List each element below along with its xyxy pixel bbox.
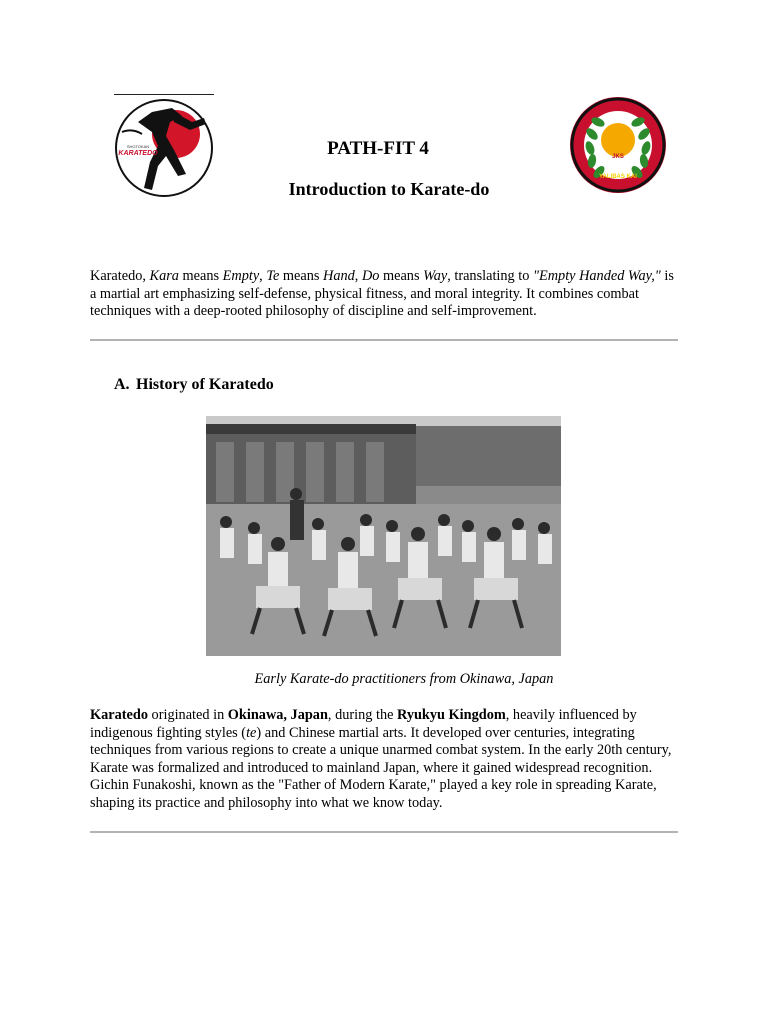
horizontal-rule [90, 831, 678, 833]
intro-paragraph: Karatedo, Kara means Empty, Te means Hand, Do means Way, translating to "Empty Handed Way," is a martial art emphasizing self-defense, physical fitness, and moral integrity. It combines combat techniques with a deep-rooted philosophy of discipline and self-improvement. [90, 268, 674, 320]
history-paragraph: Karatedo originated in Okinawa, Japan, during the Ryukyu Kingdom, heavily influenced by indigenous fighting styles (te) and Chinese martial arts. It developed over centuries, integrating techniques from various regions to create a unique unarmed combat system. In the early 20th century, Karate was formalized and introduced to mainland Japan, where it gained widespread recognition. Gichin Funakoshi, known as the "Father of Modern Karate," played a key role in spreading Karate, shaping its practice and philosophy into what we know today. [90, 707, 672, 811]
page-title: PATH-FIT 4 [327, 138, 429, 159]
right-logo-ring-text: YALIBAS KAI [599, 174, 637, 180]
horizontal-rule [90, 339, 678, 341]
section-heading [114, 376, 274, 394]
logo-top-line [114, 94, 214, 95]
section-number: A. [114, 376, 130, 393]
page-subtitle: Introduction to Karate-do [288, 179, 490, 199]
jks-logo-right [568, 96, 668, 194]
right-logo-center-text: JKS [612, 154, 624, 160]
photo-caption: Early Karate-do practitioners from Okinawa, Japan [254, 671, 554, 687]
left-logo-text: KARATEDO [118, 150, 158, 157]
section-title: History of Karatedo [136, 376, 274, 393]
left-logo-subtext: SHOTOKAN [126, 144, 150, 149]
historical-photo [206, 416, 561, 656]
practitioners-photo-image [206, 416, 561, 656]
